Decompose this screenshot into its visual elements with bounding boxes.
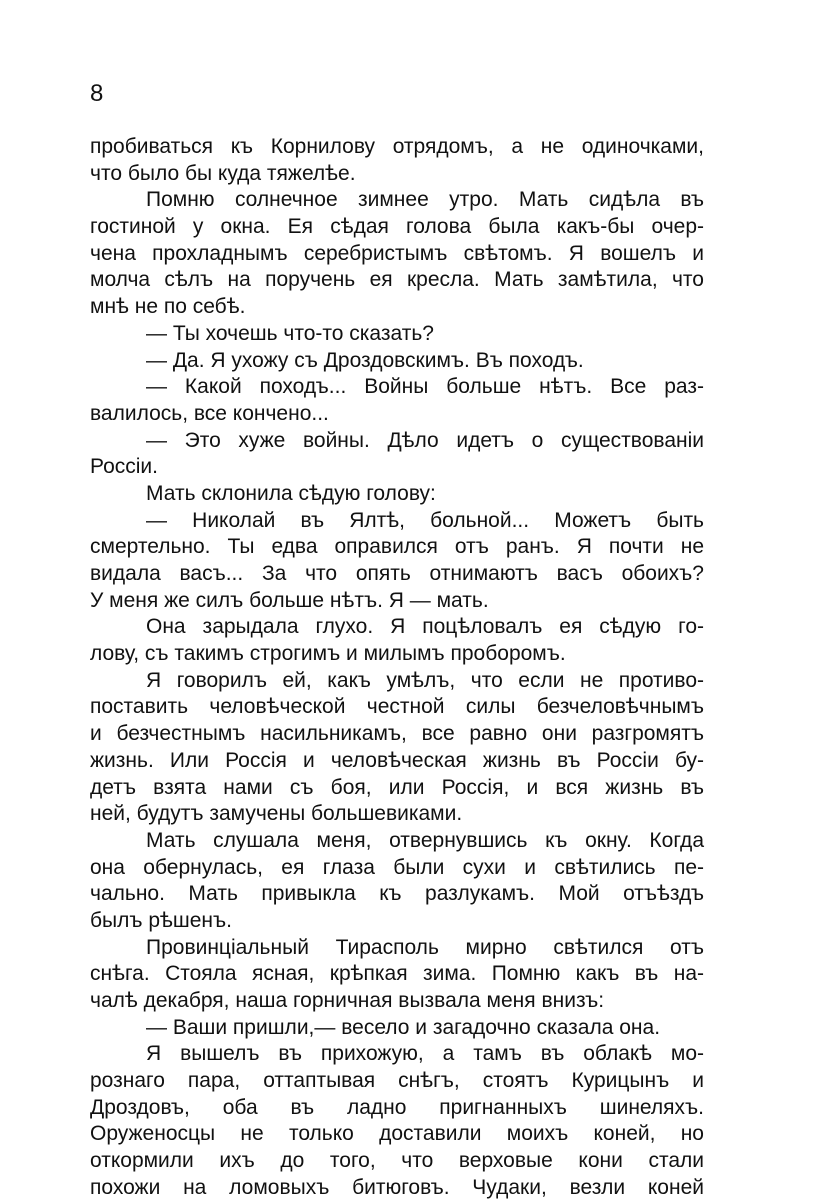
text-line: Провинціальный Тирасполь мирно свѣтился отъ <box>146 935 704 959</box>
text-line: ней, будутъ замучены большевиками. <box>90 802 463 826</box>
text-line: мнѣ не по себѣ. <box>90 295 246 319</box>
text-line: чалѣ декабря, наша горничная вызвала меня внизъ: <box>90 989 605 1012</box>
text-line: что было бы куда тяжелѣе. <box>90 161 356 185</box>
text-line: — Ты хочешь что-то сказать? <box>146 321 434 345</box>
text-line: жизнь. Или Россія и человѣческая жизнь въ Россіи бу- <box>90 748 704 772</box>
text-line: Мать склонила сѣдую голову: <box>146 481 436 505</box>
text-line: чально. Мать привыкла къ разлукамъ. Мой отъѣздъ <box>90 882 704 906</box>
text-line: былъ рѣшенъ. <box>90 908 232 932</box>
text-line: смертельно. Ты едва оправился отъ ранъ. Я почти не <box>90 535 704 559</box>
text-line: снѣга. Стояла ясная, крѣпкая зима. Помню какъ въ на- <box>90 962 704 986</box>
body-text <box>90 134 704 1202</box>
text-line: детъ взята нами съ боя, или Россія, и вся жизнь въ <box>90 775 704 799</box>
text-line: Помню солнечное зимнее утро. Мать сидѣла въ <box>146 188 704 212</box>
text-line: гостиной у окна. Ея сѣдая голова была какъ-бы очер- <box>90 215 704 239</box>
page-number: 8 <box>90 80 104 107</box>
text-line: Она зарыдала глухо. Я поцѣловалъ ея сѣдую го- <box>146 615 704 639</box>
text-line: чена прохладнымъ серебристымъ свѣтомъ. Я вошелъ и <box>90 241 704 265</box>
text-line: молча сѣлъ на поручень ея кресла. Мать замѣтила, что <box>90 268 704 292</box>
text-line: похожи на ломовыхъ битюговъ. Чудаки, везли коней <box>90 1175 704 1199</box>
text-line: видала васъ... За что опять отнимаютъ васъ обоихъ? <box>90 562 704 585</box>
text-line: лову, съ такимъ строгимъ и милымъ проборомъ. <box>90 642 566 666</box>
text-line: Оруженосцы не только доставили моихъ коней, но <box>90 1122 704 1146</box>
text-line: — Николай въ Ялтѣ, больной... Можетъ быть <box>146 508 704 532</box>
text-line: пробиваться къ Корнилову отрядомъ, а не одиночками, <box>90 135 704 158</box>
text-line: — Ваши пришли,— весело и загадочно сказала она. <box>146 1015 661 1039</box>
text-line: У меня же силъ больше нѣтъ. Я — мать. <box>90 588 489 612</box>
text-line: рознаго пара, оттаптывая снѣгъ, стоятъ Курицынъ и <box>90 1069 704 1093</box>
text-line: Россіи. <box>90 455 158 479</box>
text-line: Мать слушала меня, отвернувшись къ окну. Когда <box>146 828 704 852</box>
text-line: Я говорилъ ей, какъ умѣлъ, что если не противо- <box>146 668 704 692</box>
text-line: она обернулась, ея глаза были сухи и свѣтились пе- <box>90 855 704 879</box>
text-line: Я вышелъ въ прихожую, а тамъ въ облакѣ мо- <box>146 1042 704 1066</box>
text-line: откормили ихъ до того, что верховые кони стали <box>90 1149 704 1173</box>
text-line: — Да. Я ухожу съ Дроздовскимъ. Въ походъ. <box>146 348 584 372</box>
text-line: и безчестнымъ насильникамъ, все равно они разгромятъ <box>90 722 704 746</box>
text-line: Дроздовъ, оба въ ладно пригнанныхъ шинеляхъ. <box>90 1095 704 1119</box>
text-line: валилось, все кончено... <box>90 401 329 425</box>
text-line: — Какой походъ... Войны больше нѣтъ. Все раз- <box>146 375 704 399</box>
text-line: поставить человѣческой честной силы безчеловѣчнымъ <box>90 695 704 719</box>
text-line: — Это хуже войны. Дѣло идетъ о существованіи <box>146 428 704 452</box>
